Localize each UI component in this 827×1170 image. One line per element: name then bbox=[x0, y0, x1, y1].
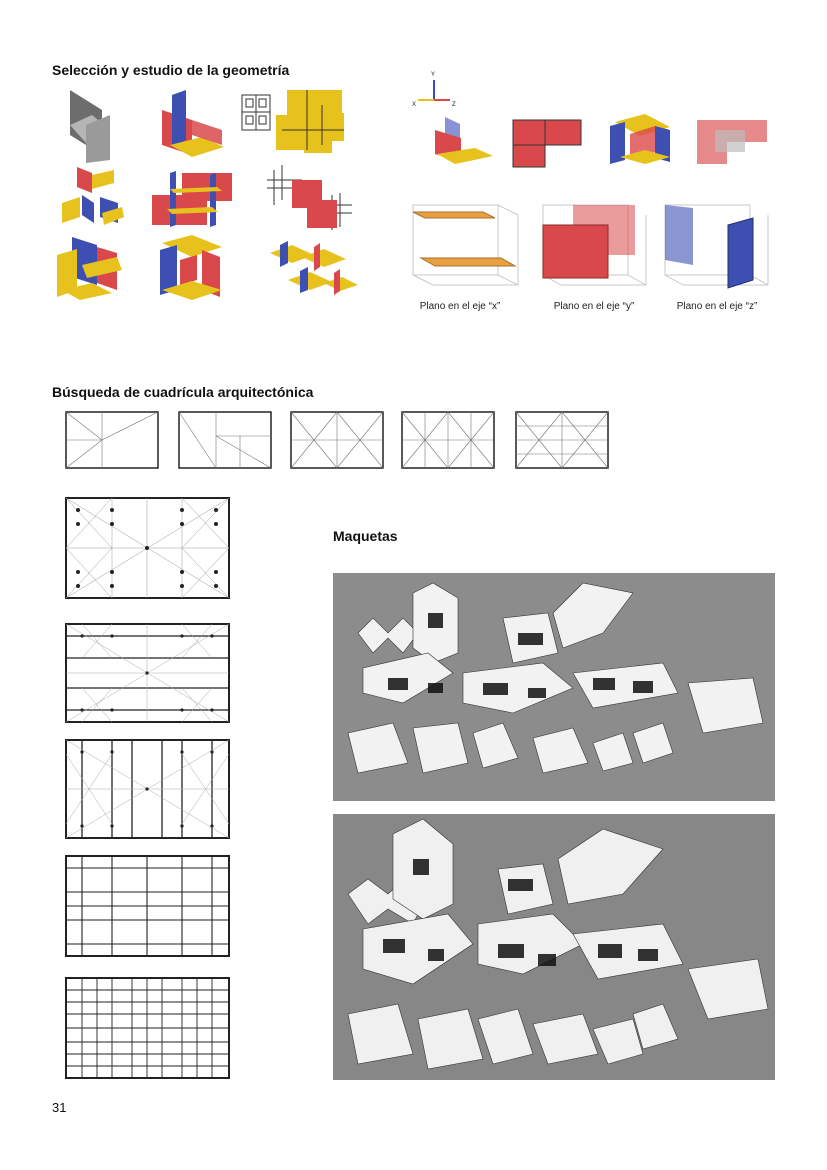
axis-label-y: Y bbox=[431, 72, 436, 78]
axis-planes-diagram bbox=[435, 117, 493, 164]
small-grid-plan-diagram bbox=[242, 95, 270, 130]
caption-plane-x: Plano en el eje “x” bbox=[419, 301, 501, 312]
red-blue-yellow-planes-diagram bbox=[162, 90, 224, 157]
geometry-study-diagrams bbox=[52, 85, 362, 310]
model-photo-2 bbox=[333, 814, 775, 1080]
pinwheel-planes-diagram bbox=[62, 167, 124, 225]
grid-section-title: Búsqueda de cuadrícula arquitectónica bbox=[52, 384, 314, 400]
yellow-planes-plan-diagram bbox=[276, 90, 344, 153]
colored-cube-diagram bbox=[610, 114, 670, 164]
ring-planes-diagram bbox=[160, 235, 222, 300]
geometry-section-title: Selección y estudio de la geometría bbox=[52, 62, 290, 78]
multi-cluster-planes-diagram bbox=[270, 241, 358, 295]
caption-plane-z: Plano en el eje “z” bbox=[676, 301, 758, 312]
models-section-title: Maquetas bbox=[333, 528, 398, 544]
framed-planes-diagram bbox=[152, 171, 232, 227]
red-squares-plan-diagram bbox=[513, 120, 581, 167]
axis-label-x: X bbox=[412, 102, 417, 108]
grid-studies-column bbox=[62, 494, 234, 1106]
translucent-squares-diagram bbox=[697, 120, 767, 164]
crossing-lines-red-diagram bbox=[267, 165, 352, 230]
geometry-plan-diagrams bbox=[425, 112, 775, 172]
gray-planes-diagram bbox=[70, 90, 110, 163]
axis-label-z: Z bbox=[452, 102, 456, 108]
plane-axis-cubes bbox=[403, 200, 773, 295]
model-photo-1 bbox=[333, 573, 775, 801]
grid-studies-row bbox=[60, 408, 620, 473]
caption-plane-y: Plano en el eje “y” bbox=[553, 301, 635, 312]
cluster-planes-diagram bbox=[57, 237, 122, 300]
page-number: 31 bbox=[52, 1100, 67, 1115]
